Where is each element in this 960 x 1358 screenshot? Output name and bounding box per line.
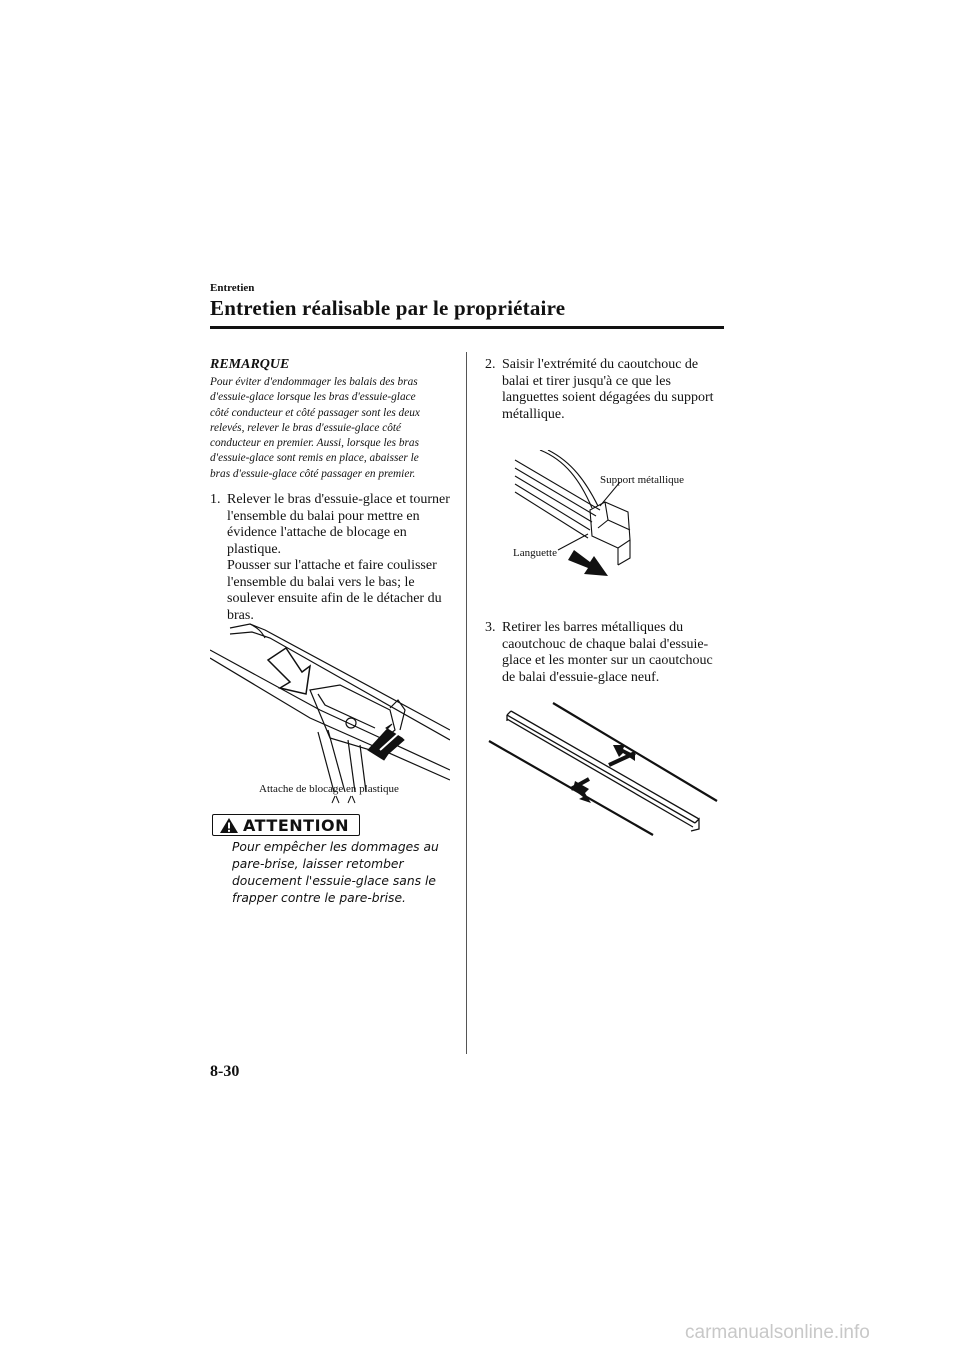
step-line: de balai d'essuie-glace neuf.	[502, 669, 660, 685]
page-title: Entretien réalisable par le propriétaire	[210, 296, 566, 320]
step-3	[485, 620, 713, 686]
step-line: Relever le bras d'essuie-glace et tourner	[227, 492, 450, 507]
column-divider	[466, 352, 467, 1054]
step-line: l'ensemble du balai vers le bas; le	[227, 574, 415, 590]
step-line: glace et les monter sur un caoutchouc	[502, 653, 713, 668]
attention-text	[232, 839, 439, 907]
section-label: Entretien	[210, 282, 255, 294]
step-2	[485, 357, 714, 423]
step-line: évidence l'attache de blocage en	[227, 525, 407, 540]
note-line: d'essuie-glace sont remis en place, abaisser le	[210, 452, 419, 465]
step-line: soulever ensuite afin de le détacher du	[227, 591, 442, 606]
page-number: 8-30	[210, 1063, 240, 1080]
step-line: balai et tirer jusqu'à ce que les	[502, 373, 671, 389]
tab-label: Languette	[513, 547, 557, 559]
note-text	[210, 375, 460, 482]
wiper-clip-illustration	[210, 620, 450, 805]
footer-watermark: carmanualsonline.info	[685, 1322, 870, 1343]
step-line: bras.	[227, 607, 254, 623]
attention-label: ATTENTION	[243, 816, 350, 835]
attention-line: doucement l'essuie-glace sans le	[232, 874, 436, 888]
note-line: conducteur en premier. Aussi, lorsque les bras	[210, 437, 419, 450]
step-1	[210, 492, 450, 624]
attention-line: frapper contre le pare-brise.	[232, 891, 406, 905]
warning-icon	[219, 817, 239, 834]
step-line: plastique.	[227, 541, 282, 557]
note-line: bras d'essuie-glace côté passager en premier.	[210, 467, 416, 480]
step-line: Pousser sur l'attache et faire coulisser	[227, 558, 437, 573]
clip-leader	[330, 794, 360, 804]
step-line: languettes soient dégagées du support	[502, 390, 714, 405]
step-line: l'ensemble du balai pour mettre en	[227, 508, 420, 524]
note-line: côté conducteur et côté passager sont les deux	[210, 406, 420, 419]
metal-bars-illustration	[485, 695, 725, 840]
note-heading: REMARQUE	[210, 357, 290, 372]
attention-line: Pour empêcher les dommages au	[232, 840, 439, 854]
step-number: 1.	[210, 492, 221, 507]
step-number: 3.	[485, 620, 496, 635]
note-line: relevés, relever le bras d'essuie-glace côté	[210, 421, 402, 434]
step-line: métallique.	[502, 406, 565, 422]
clip-label: Attache de blocage en plastique	[259, 783, 399, 795]
step-line: Saisir l'extrémité du caoutchouc de	[502, 357, 699, 372]
step-line: caoutchouc de chaque balai d'essuie-	[502, 636, 709, 652]
attention-line: pare-brise, laisser retomber	[232, 857, 404, 871]
attention-badge	[212, 814, 360, 836]
note-line: Pour éviter d'endommager les balais des bras	[210, 376, 418, 388]
step-line: Retirer les barres métalliques du	[502, 620, 684, 635]
note-line: d'essuie-glace lorsque les bras d'essuie-glace	[210, 391, 416, 404]
step-number: 2.	[485, 357, 496, 372]
support-label: Support métallique	[600, 474, 685, 486]
title-rule	[210, 326, 724, 329]
blade-end-illustration	[510, 450, 650, 585]
